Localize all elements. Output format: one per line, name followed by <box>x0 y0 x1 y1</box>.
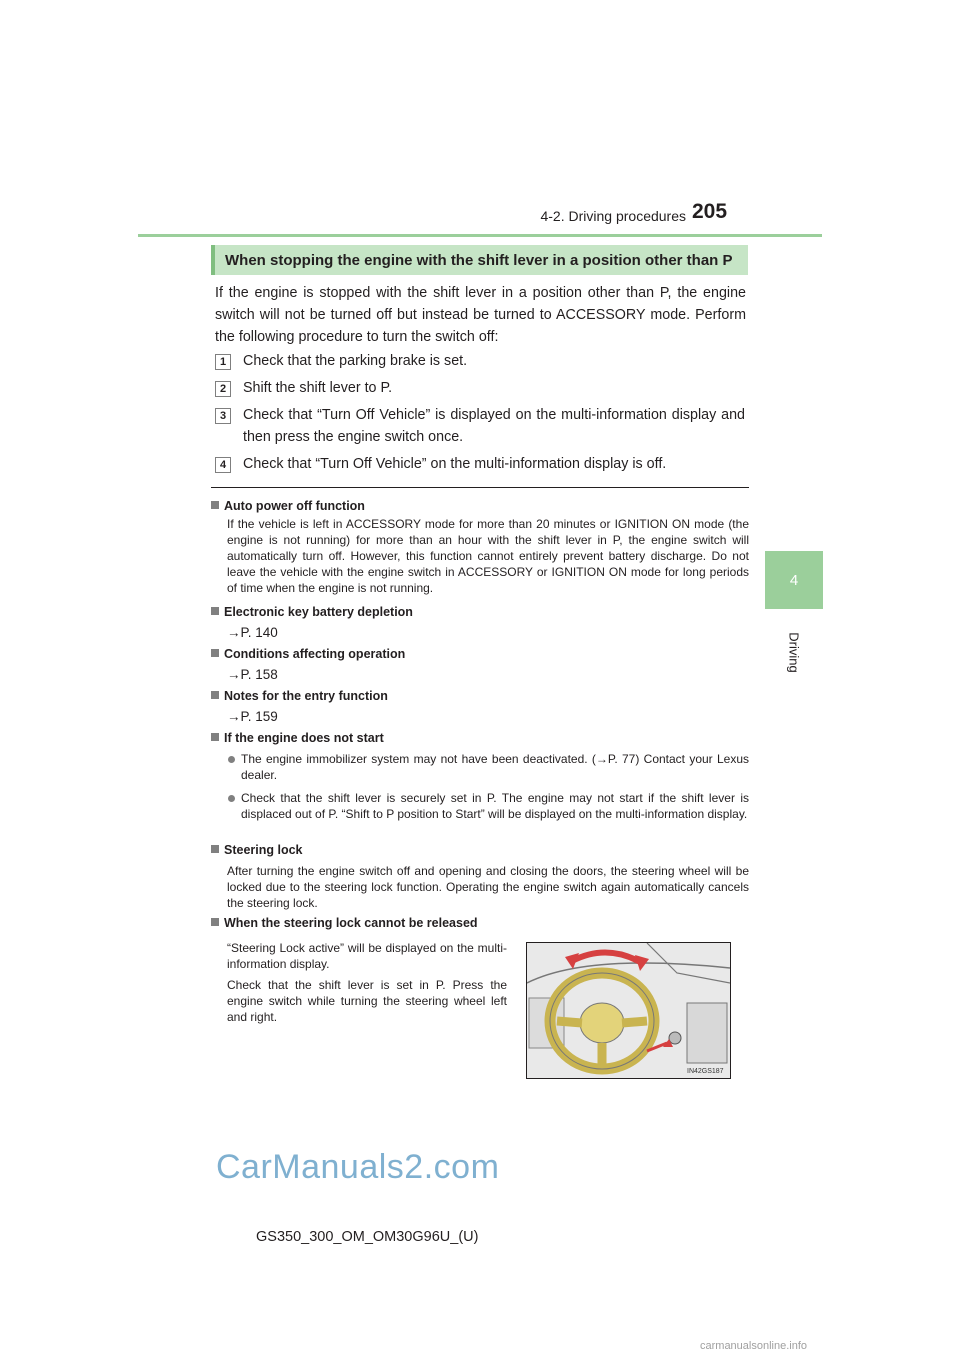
square-bullet-icon <box>211 607 219 615</box>
step-number: 1 <box>215 354 231 370</box>
bottom-watermark: carmanualsonline.info <box>700 1340 808 1352</box>
note-heading: When the steering lock cannot be released <box>211 916 478 930</box>
steering-wheel-illustration <box>526 942 731 1079</box>
section-banner-text: When stopping the engine with the shift lever in a position other than P <box>225 251 733 269</box>
chapter-label-text: Driving <box>786 631 802 673</box>
document-code: GS350_300_OM_OM30G96U_(U) <box>256 1229 479 1245</box>
lock-release-text-2: Check that the shift lever is set in P. Press the engine switch while turning the steering wheel left and right. <box>227 978 507 1024</box>
note-heading: Conditions affecting operation <box>211 647 405 661</box>
steering-wheel-drawing <box>527 943 730 1078</box>
page-reference-link[interactable]: →P. 159 <box>227 709 278 724</box>
square-bullet-icon <box>211 845 219 853</box>
square-bullet-icon <box>211 733 219 741</box>
note-heading: Notes for the entry function <box>211 689 388 703</box>
bullet-text: The engine immobilizer system may not have been deactivated. (→P. 77) Contact your Lexus dealer. <box>241 752 749 782</box>
figure-code: IN42GS187 <box>687 1068 724 1075</box>
lock-release-text-1: “Steering Lock active” will be displayed on the multi-information display. <box>227 941 507 971</box>
bullet-dot-icon <box>228 756 235 763</box>
note-body: If the vehicle is left in ACCESSORY mode for more than 20 minutes or IGNITION ON mode (the engine is not running) for more than an hour with the shift lever in P, the engine switch will automatically turn off. However, this function cannot entirely prevent battery discharge. Do not leave the vehicle with the engine switch in ACCESSORY or IGNITION ON mode for long periods of time when the engine is not running. <box>227 517 749 595</box>
square-bullet-icon <box>211 918 219 926</box>
note-heading: Electronic key battery depletion <box>211 605 413 619</box>
note-heading: Steering lock <box>211 843 303 857</box>
chapter-tab[interactable] <box>765 551 823 609</box>
note-heading: Auto power off function <box>211 499 365 513</box>
chapter-number: 4 <box>789 571 799 589</box>
square-bullet-icon <box>211 501 219 509</box>
note-heading: If the engine does not start <box>211 731 384 745</box>
bullet-dot-icon <box>228 795 235 802</box>
intro-paragraph: If the engine is stopped with the shift lever in a position other than P, the engine switch will not be turned off but instead be turned to ACCESSORY mode. Perform the following procedure to turn the switch off: <box>215 285 746 345</box>
step-text: Check that “Turn Off Vehicle” on the multi-information display is off. <box>243 456 667 472</box>
section-divider <box>211 487 749 488</box>
step-text: Shift the shift lever to P. <box>243 380 393 396</box>
step-text: Check that “Turn Off Vehicle” is displayed on the multi-information display and then press the engine switch once. <box>243 407 745 445</box>
bullet-text: Check that the shift lever is securely set in P. The engine may not start if the shift lever is displaced out of P. “Shift to P position to Start” will be displayed on the multi-information display. <box>241 791 749 821</box>
step-number: 2 <box>215 381 231 397</box>
chapter-label <box>770 622 818 682</box>
section-title: 4-2. Driving procedures <box>540 208 686 224</box>
page-reference-link[interactable]: →P. 158 <box>227 667 278 682</box>
step-number: 3 <box>215 408 231 424</box>
section-banner <box>211 245 748 275</box>
page-number: 205 <box>692 200 728 223</box>
step-number: 4 <box>215 457 231 473</box>
step-text: Check that the parking brake is set. <box>243 353 468 369</box>
page-reference-link[interactable]: →P. 140 <box>227 625 278 640</box>
square-bullet-icon <box>211 691 219 699</box>
header-rule <box>138 234 822 237</box>
note-body: After turning the engine switch off and opening and closing the doors, the steering wheel will be locked due to the steering lock function. Operating the engine switch again automatically cancels the steering lock. <box>227 864 749 910</box>
square-bullet-icon <box>211 649 219 657</box>
site-watermark: CarManuals2.com <box>216 1148 500 1186</box>
